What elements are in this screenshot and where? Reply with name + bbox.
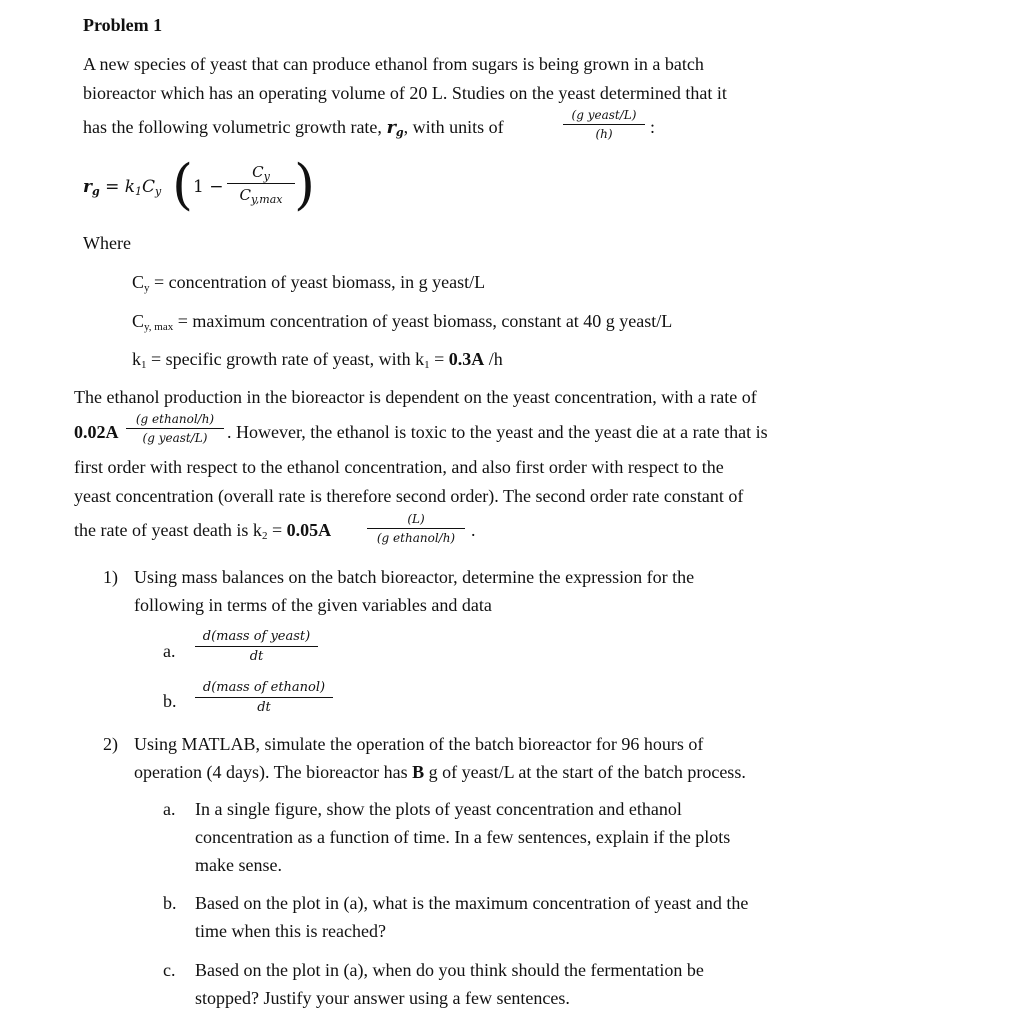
intro-line-3b-text: , with units of bbox=[403, 117, 504, 137]
q2-line-2b-text: g of yeast/L at the start of the batch process. bbox=[424, 762, 746, 782]
growth-units-numerator: (g yeast/L) bbox=[571, 108, 637, 122]
q2c-line-2: stopped? Justify your answer using a few sentences. bbox=[195, 988, 570, 1008]
where-label: Where bbox=[83, 233, 131, 253]
para2-line-5-text: the rate of yeast death is k bbox=[74, 520, 262, 540]
q1a-label: a. bbox=[163, 641, 176, 661]
problem-title: Problem 1 bbox=[83, 15, 163, 35]
q2a-line-1: In a single figure, show the plots of yeast concentration and ethanol bbox=[195, 799, 682, 819]
k2-units-numerator: (L) bbox=[407, 512, 425, 526]
definition-cymax-text: = maximum concentration of yeast biomass, constant at 40 g yeast/L bbox=[173, 311, 673, 331]
initial-yeast-variable: B bbox=[412, 762, 425, 782]
q2-number: 2) bbox=[103, 734, 118, 754]
k2-subscript: 2 bbox=[261, 530, 268, 542]
q1b-fraction bbox=[195, 680, 333, 715]
definition-k1-text3: /h bbox=[484, 349, 503, 369]
intro-line-1: A new species of yeast that can produce ethanol from sugars is being grown in a batch bbox=[83, 54, 704, 74]
definition-cy-text: = concentration of yeast biomass, in g yeast/L bbox=[149, 272, 486, 292]
q1-line-2: following in terms of the given variables and data bbox=[134, 595, 492, 615]
ethanol-rate-units-numerator: (g ethanol/h) bbox=[135, 412, 215, 426]
ethanol-rate-value: 0.02A bbox=[74, 422, 119, 442]
rg-symbol: $r_g$ bbox=[386, 117, 404, 139]
para2-line-1: The ethanol production in the bioreactor is dependent on the yeast concentration, with a rate of bbox=[74, 387, 757, 407]
definition-k1-text: = specific growth rate of yeast, with k bbox=[146, 349, 425, 369]
q2b-line-2: time when this is reached? bbox=[195, 921, 386, 941]
para2-line-5-eq: = bbox=[267, 520, 287, 540]
q1b-denominator: dt bbox=[257, 700, 271, 715]
q2-line-1: Using MATLAB, simulate the operation of the batch bioreactor for 96 hours of bbox=[134, 734, 704, 754]
equation-fraction-numerator: $C_y$ bbox=[252, 163, 270, 183]
q1a-fraction bbox=[195, 629, 318, 664]
para2-line-3: first order with respect to the ethanol concentration, and also first order with respect to the bbox=[74, 457, 724, 477]
fraction-bar bbox=[227, 183, 295, 184]
k2-units-denominator: (g ethanol/h) bbox=[376, 531, 456, 545]
growth-units-fraction bbox=[563, 108, 645, 142]
fraction-bar bbox=[367, 528, 465, 529]
k2-units-fraction bbox=[367, 512, 465, 546]
growth-units-colon: : bbox=[650, 117, 656, 137]
para2-line-4: yeast concentration (overall rate is therefore second order). The second order rate constant of bbox=[74, 486, 744, 506]
q2b-line-1: Based on the plot in (a), what is the maximum concentration of yeast and the bbox=[195, 893, 749, 913]
q1a-numerator: d(mass of yeast) bbox=[202, 629, 311, 644]
q2-line-2-text: operation (4 days). The bioreactor has bbox=[134, 762, 413, 782]
fraction-bar bbox=[195, 646, 318, 647]
k2-value: 0.05A bbox=[286, 520, 332, 540]
growth-units-denominator: (h) bbox=[595, 127, 613, 141]
q2a-label: a. bbox=[163, 799, 176, 819]
equation-one-minus: 1 − bbox=[193, 177, 224, 197]
ethanol-rate-units-denominator: (g yeast/L) bbox=[142, 431, 208, 445]
q1-number: 1) bbox=[103, 567, 118, 587]
definition-cy: $C_y$ = concentration of yeast biomass, in g yeast/L bbox=[132, 272, 486, 294]
k1-value: 0.3A bbox=[448, 349, 485, 369]
q1-line-1: Using mass balances on the batch bioreactor, determine the expression for the bbox=[134, 567, 695, 587]
definition-k1: $k_1$ = specific growth rate of yeast, with $k_1 = 0.3A$ /h bbox=[132, 349, 503, 371]
para2-line-5-end: . bbox=[471, 520, 476, 540]
q1b-label: b. bbox=[163, 691, 177, 711]
q2a-line-2: concentration as a function of time. In a few sentences, explain if the plots bbox=[195, 827, 731, 847]
definition-k1-sub: 1 bbox=[424, 359, 430, 371]
growth-rate-equation-lhs: $r_g = k_1C_y$ bbox=[83, 177, 162, 198]
intro-line-3 bbox=[83, 113, 504, 142]
q2-line-2 bbox=[134, 758, 746, 786]
fraction-bar bbox=[126, 428, 224, 429]
q2a-line-3: make sense. bbox=[195, 855, 282, 875]
intro-line-2: bioreactor which has an operating volume of 20 L. Studies on the yeast determined that it bbox=[83, 83, 727, 103]
q2c-label: c. bbox=[163, 960, 176, 980]
q1a-denominator: dt bbox=[249, 649, 264, 664]
definition-cymax: $C_{y, max}$ = maximum concentration of yeast biomass, constant at 40 g yeast/L bbox=[132, 311, 673, 333]
fraction-bar bbox=[563, 124, 645, 125]
fraction-bar bbox=[195, 697, 333, 698]
q2c-line-1: Based on the plot in (a), when do you think should the fermentation be bbox=[195, 960, 704, 980]
q2b-label: b. bbox=[163, 893, 177, 913]
ethanol-rate-units-fraction bbox=[126, 412, 224, 446]
definition-k1-text2: = bbox=[429, 349, 449, 369]
q1b-numerator: d(mass of ethanol) bbox=[202, 680, 326, 695]
equation-fraction bbox=[227, 163, 295, 205]
left-paren-icon: ( bbox=[172, 153, 194, 216]
para2-line-5 bbox=[74, 516, 331, 544]
equation-fraction-denominator: $C_{y,max}$ bbox=[239, 186, 283, 206]
right-paren-icon: ) bbox=[294, 153, 316, 216]
para2-line-2: . However, the ethanol is toxic to the yeast and the yeast die at a rate that is bbox=[227, 422, 768, 442]
intro-line-3-text: has the following volumetric growth rate, bbox=[83, 117, 387, 137]
